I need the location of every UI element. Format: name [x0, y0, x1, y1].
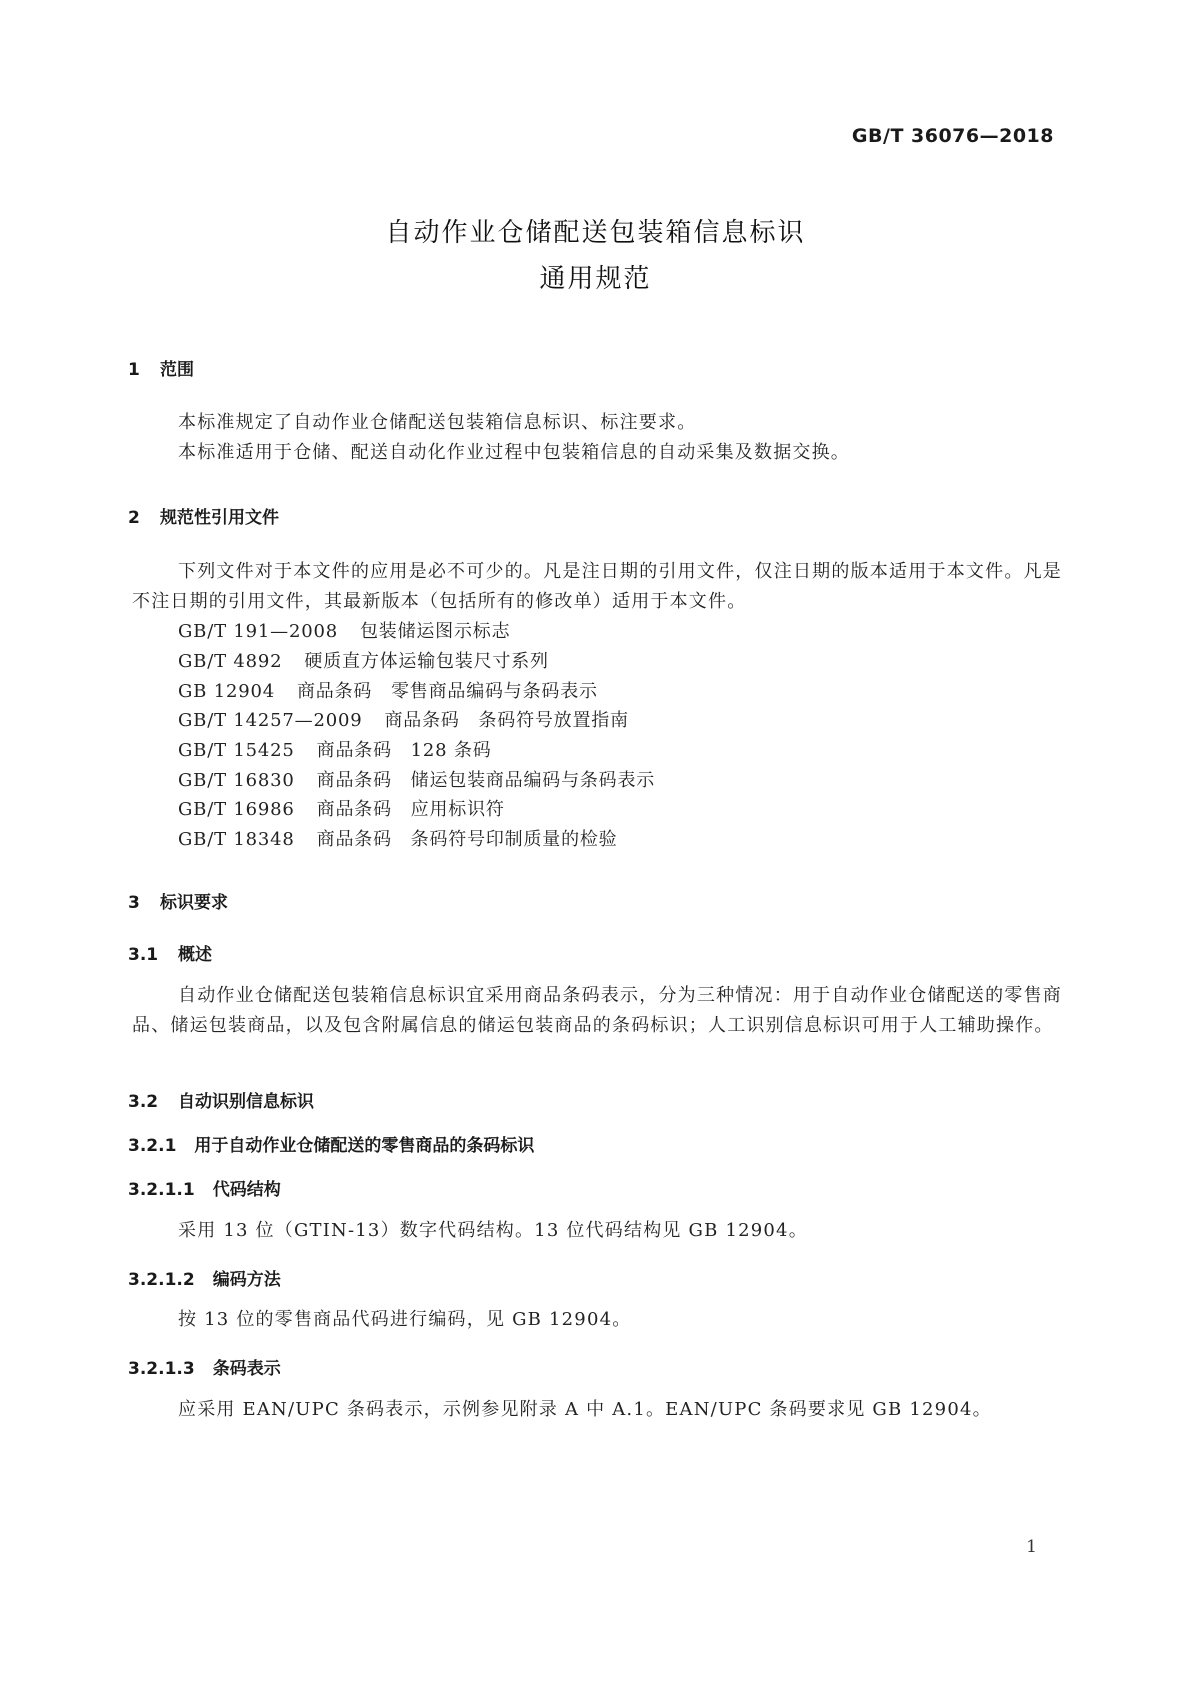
reference-code: GB 12904 [178, 681, 275, 702]
section-heading-3-2-1-1 [128, 1175, 281, 1200]
document-title-line2: 通用规范 [539, 264, 652, 294]
section-title: 代码结构 [212, 1180, 281, 1200]
section-title: 标识要求 [160, 893, 228, 913]
section-title: 范围 [160, 360, 194, 380]
reference-title: 商品条码 零售商品编码与条码表示 [297, 681, 598, 702]
reference-item [178, 825, 617, 851]
reference-item [178, 766, 655, 792]
section-title: 概述 [178, 945, 212, 965]
reference-code: GB/T 14257—2009 [178, 710, 363, 731]
reference-title: 商品条码 应用标识符 [316, 799, 505, 820]
reference-item [178, 795, 505, 821]
section-number: 3.2.1.1 [128, 1180, 195, 1200]
reference-code: GB/T 16830 [178, 770, 295, 791]
reference-title: 商品条码 条码符号放置指南 [384, 710, 629, 731]
reference-item [178, 617, 510, 643]
section-number: 3.2.1.3 [128, 1359, 195, 1379]
reference-title: 商品条码 128 条码 [316, 740, 492, 761]
reference-code: GB/T 16986 [178, 799, 295, 820]
section-title: 规范性引用文件 [160, 508, 279, 528]
paragraph-normative-refs: 下列文件对于本文件的应用是必不可少的。凡是注日期的引用文件，仅注日期的版本适用于本文件。凡是不注日期的引用文件，其最新版本（包括所有的修改单）适用于本文件。 [132, 561, 1062, 612]
paragraph-scope-2: 本标准适用于仓储、配送自动化作业过程中包装箱信息的自动采集及数据交换。 [178, 442, 850, 463]
section-title: 用于自动作业仓储配送的零售商品的条码标识 [194, 1136, 535, 1156]
section-heading-3-2-1-2 [128, 1265, 281, 1290]
reference-item [178, 706, 629, 732]
reference-item [178, 677, 598, 703]
section-heading-3-1 [128, 940, 212, 965]
reference-title: 商品条码 条码符号印制质量的检验 [316, 829, 618, 850]
reference-code: GB/T 4892 [178, 651, 283, 672]
section-number: 3 [128, 893, 140, 913]
reference-title: 包装储运图示标志 [359, 621, 511, 642]
standard-number: GB/T 36076—2018 [851, 125, 1054, 147]
section-title: 自动识别信息标识 [178, 1092, 314, 1112]
section-title: 条码表示 [212, 1359, 281, 1379]
document-title-line1: 自动作业仓储配送包装箱信息标识 [385, 218, 806, 248]
reference-code: GB/T 191—2008 [178, 621, 338, 642]
section-number: 3.2.1.2 [128, 1270, 195, 1290]
paragraph-code-structure: 采用 13 位（GTIN-13）数字代码结构。13 位代码结构见 GB 12904。 [178, 1220, 808, 1241]
section-heading-3-2-1-3 [128, 1354, 281, 1379]
section-number: 2 [128, 508, 140, 528]
section-number: 3.2 [128, 1092, 159, 1112]
paragraph-overview: 自动作业仓储配送包装箱信息标识宜采用商品条码表示，分为三种情况：用于自动作业仓储配送的零售商品、储运包装商品，以及包含附属信息的储运包装商品的条码标识；人工识别信息标识可用于人工辅助操作。 [132, 985, 1062, 1036]
section-heading-3-2-1 [128, 1131, 534, 1156]
reference-item [178, 647, 549, 673]
section-number: 1 [128, 360, 140, 380]
page-number: 1 [1026, 1537, 1037, 1557]
reference-item [178, 736, 492, 762]
section-heading-3-2 [128, 1087, 314, 1112]
section-number: 3.1 [128, 945, 159, 965]
section-number: 3.2.1 [128, 1136, 177, 1156]
paragraph-encoding-method: 按 13 位的零售商品代码进行编码，见 GB 12904。 [178, 1309, 632, 1330]
paragraph-scope-1: 本标准规定了自动作业仓储配送包装箱信息标识、标注要求。 [178, 412, 697, 433]
section-heading-3 [128, 888, 228, 913]
section-heading-1 [128, 355, 194, 380]
section-title: 编码方法 [212, 1270, 281, 1290]
paragraph-barcode-representation: 应采用 EAN/UPC 条码表示，示例参见附录 A 中 A.1。EAN/UPC 条码要求见 GB 12904。 [178, 1399, 992, 1420]
section-heading-2 [128, 503, 279, 528]
reference-code: GB/T 18348 [178, 829, 295, 850]
reference-title: 商品条码 储运包装商品编码与条码表示 [316, 770, 656, 791]
reference-code: GB/T 15425 [178, 740, 295, 761]
reference-title: 硬质直方体运输包装尺寸系列 [304, 651, 549, 672]
